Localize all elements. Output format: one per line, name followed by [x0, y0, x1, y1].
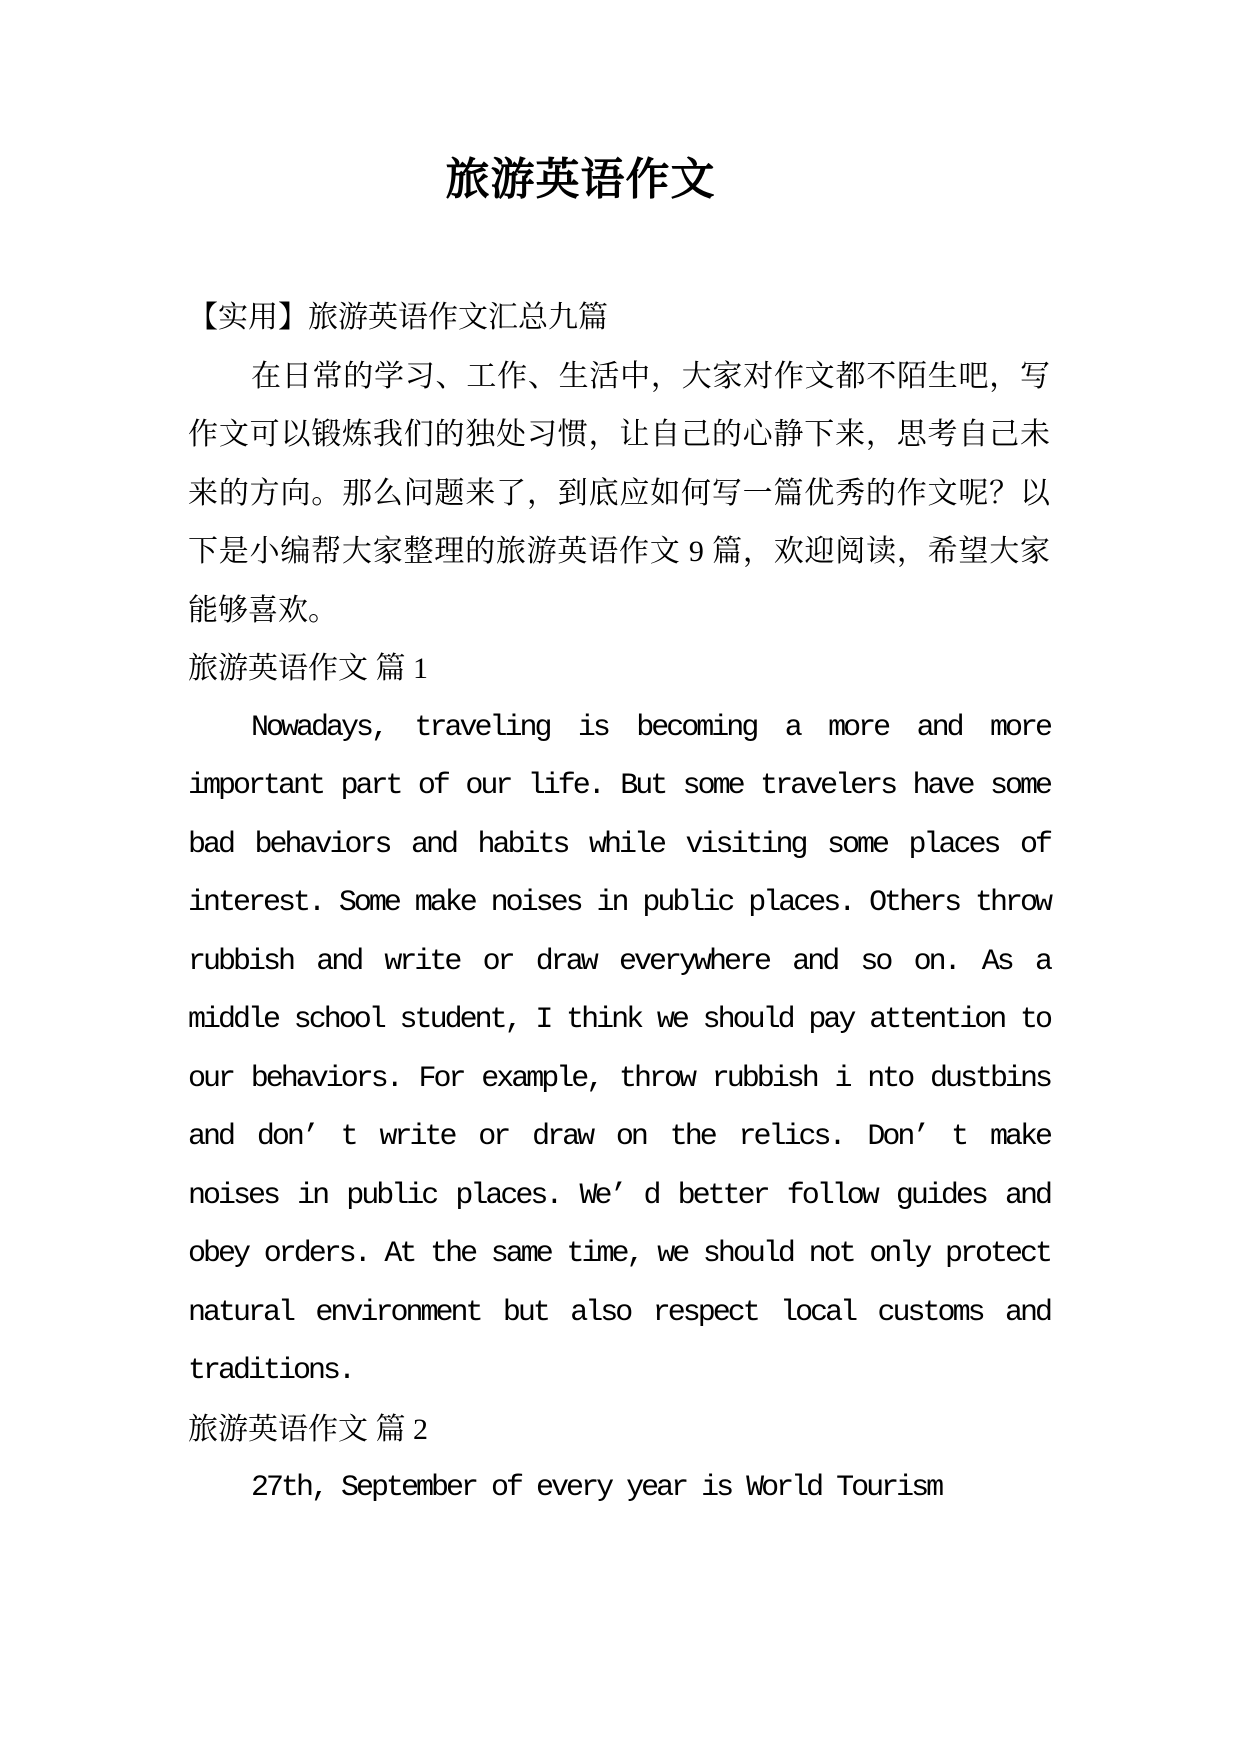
intro-paragraph: 在日常的学习、工作、生活中，大家对作文都不陌生吧，写作文可以锻炼我们的独处习惯，让自己的心静下来，思考自己未来的方向。那么问题来了，到底应如何写一篇优秀的作文呢？以下是小编帮大家整理的旅游英语作文 9 篇，欢迎阅读，希望大家能够喜欢。	[188, 359, 1050, 627]
document-body	[188, 289, 1050, 1518]
essay-paragraph-2: 27th, September of every year is World Tourism	[251, 1471, 942, 1505]
essay-paragraph-1: Nowadays, traveling is becoming a more and more important part of our life. But some travelers have some bad behaviors and habits while visiting some places of interest. Some make noises in public places. Others throw rubbish and write or draw everywhere and so on. As a middle school student, I think we should pay attention to our behaviors. For example, throw rubbish i nto dustbins and don’ t write or draw on the relics. Don’ t make noises in public places. We’ d better follow guides and obey orders. At the same time, we should not only protect natural environment but also respect local customs and traditions.	[188, 710, 1050, 1388]
section-heading-1: 旅游英语作文 篇 1	[188, 652, 428, 685]
section-heading-2: 旅游英语作文 篇 2	[188, 1412, 428, 1446]
page-title: 旅游英语作文	[445, 155, 716, 204]
summary-line: 【实用】旅游英语作文汇总九篇	[188, 301, 608, 334]
